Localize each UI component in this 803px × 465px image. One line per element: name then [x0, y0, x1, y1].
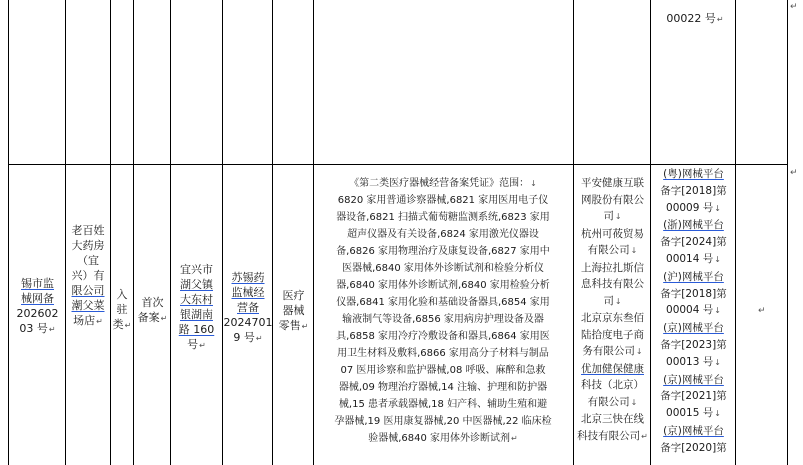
table-border-left	[8, 0, 9, 465]
business-type-cell: 医疗 器械 零售↵	[278, 289, 309, 332]
paragraph-mark: ↵	[790, 2, 798, 12]
filing-type-cell: 首次 备案↵	[137, 296, 168, 324]
license-number-cell: 苏锡药 监械经 营备 2024701 9 号↵	[223, 271, 273, 344]
paragraph-mark: ↵	[758, 306, 766, 316]
column-divider	[573, 0, 574, 465]
column-divider	[735, 0, 736, 465]
registration-number-cell: 锡市监 械网备 202602 03 号↵	[16, 277, 59, 335]
paragraph-mark: ↵	[790, 168, 798, 178]
address-cell: 宜兴市 湖父镇 大东村 银湖南 路 160 号↵	[178, 263, 215, 351]
platform-companies-cell: 平安健康互联 网股份有限公 司↓ 杭州可莜贸易 有限公司↓ 上海拉扎斯信 息科技有限公 司↓ 北京京东叁佰 陆拾度电子商 务有限公司↓ 优加健保健康 科技（北京） 有限公司↓ 北京三快在线 科技有限公司↵	[577, 177, 648, 442]
platform-certificates-cell: (粤)网械平台 备字[2018]第 00009 号↓ (浙)网械平台 备字[2024]第 00014 号↓ (沪)网械平台 备字[2018]第 00004 号↓ (京)网械平台 备字[2023]第 00013 号↓ (京)网械平台 备字[2021]第 00015 号↓ (京)网械平台 备字[2020]第	[660, 168, 727, 454]
table-border-right	[787, 0, 788, 465]
cert-number-tail: 00022 号↵	[666, 12, 724, 25]
column-divider	[222, 0, 223, 465]
column-divider	[170, 0, 171, 465]
column-divider	[110, 0, 111, 465]
column-divider	[650, 0, 651, 465]
column-divider	[133, 0, 134, 465]
company-name-cell: 老百姓 大药房 （宜 兴）有 限公司 潮父菜 场店↵	[71, 224, 105, 327]
status-cell: 入 驻 类↵	[112, 288, 132, 331]
column-divider	[313, 0, 314, 465]
business-scope-cell: 《第二类医疗器械经营备案凭证》范围：↓ 6820 家用普通诊察器械,6821 家用医用电子仪 器设备,6821 扫描式葡萄糖监测系统,6823 家用 超声仪器及有关设备,6824 家用激光仪器设 备,6826 家用物理治疗及康复设备,6827 家用中 医器械,6840 家用体外诊断试剂和检验分析仪 器,6840 家用体外诊断试剂,6840 家用检验分析 仪器,6841 家用化验和基础设备器具,6854 家用 输液制气等设备,6856 家用病房护理设备及器 具,6858 家用冷疗冷敷设备和器具,6864 家用医 用卫生材料及敷料,6866 家用高分子材料与制品 07 医用诊察和监护器械,08 呼吸、麻醉和急救 器械,09 物理治疗器械,14 注输、护理和防护器 械,15 患者承载器械,18 妇产科、辅助生殖和避 孕器械,19 医用康复器械,20 中医器械,22 临床检 验器械,6840 家用体外诊断试剂↵	[334, 178, 552, 444]
column-divider	[272, 0, 273, 465]
row-divider	[8, 164, 787, 165]
